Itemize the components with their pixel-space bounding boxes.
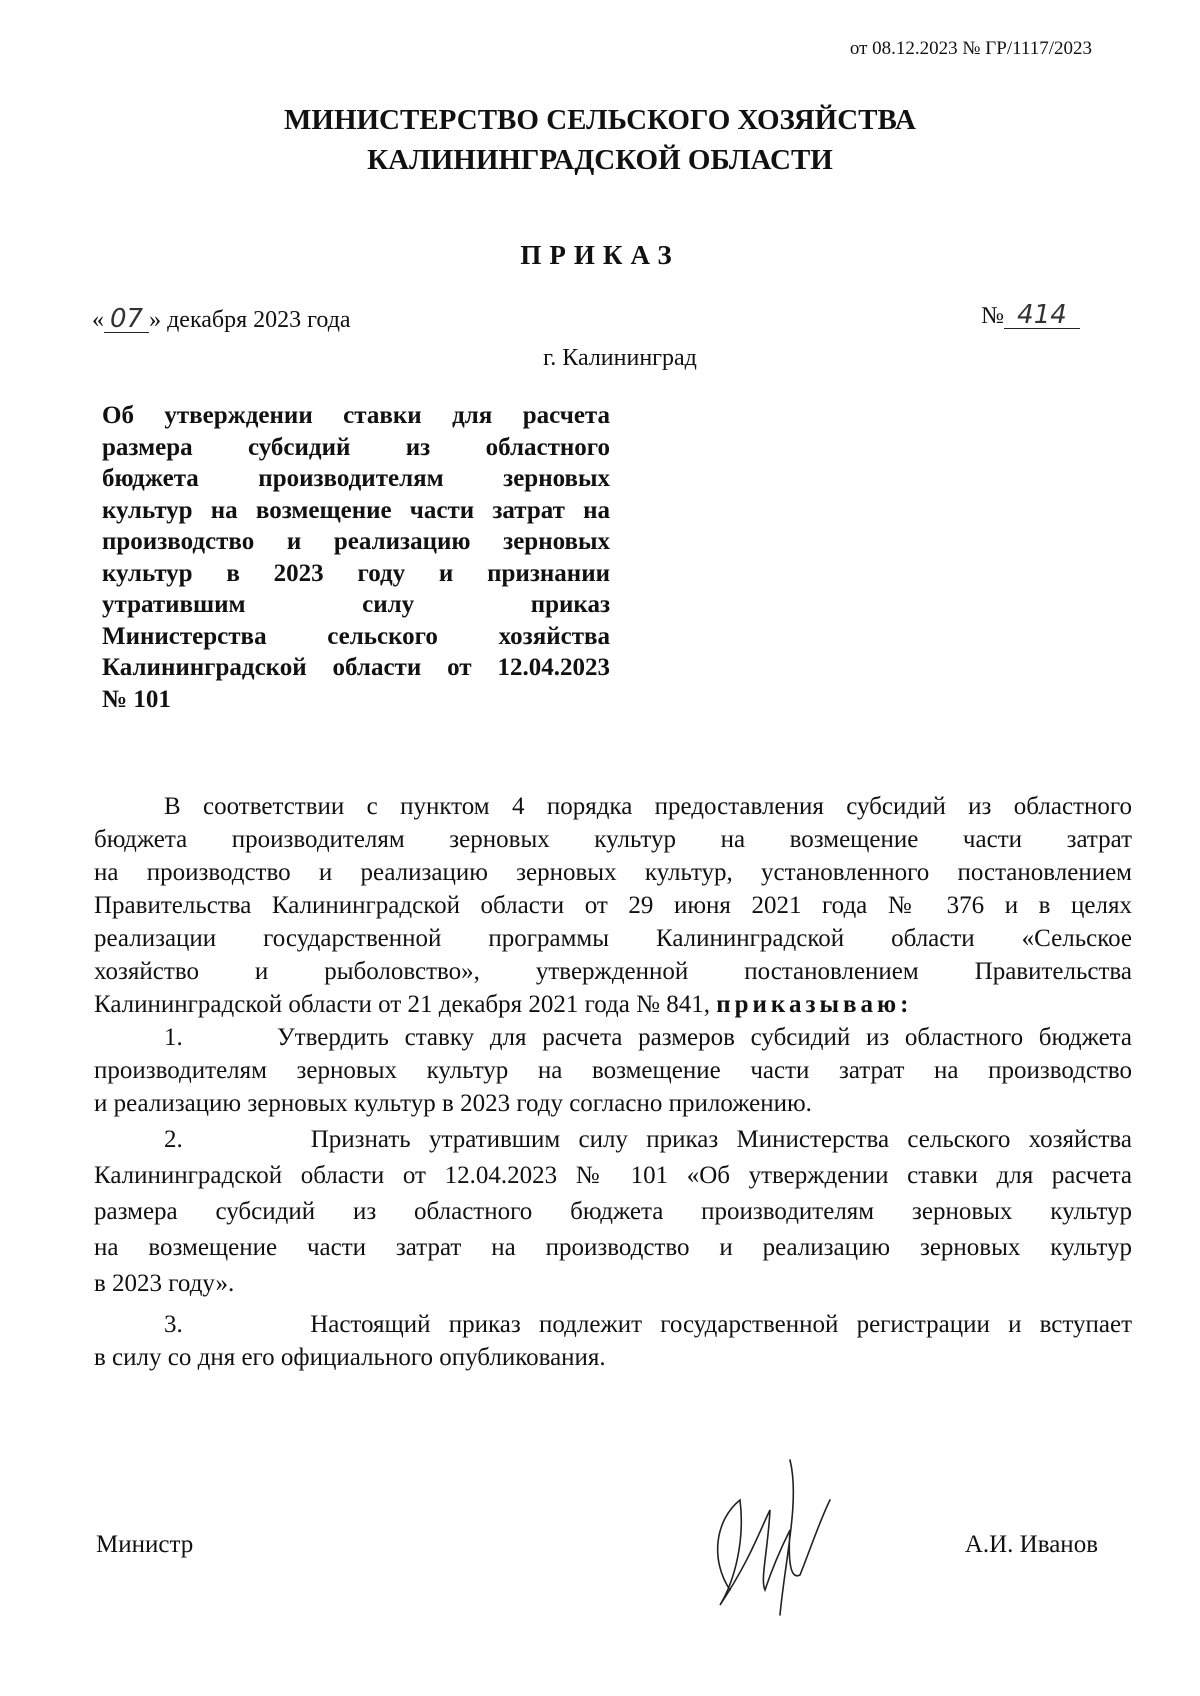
registration-stamp: от 08.12.2023 № ГР/1117/2023 xyxy=(849,38,1092,59)
ministry-header xyxy=(0,100,1200,180)
item-3-first-line xyxy=(94,1308,1132,1341)
order-number-label: № xyxy=(981,303,1004,329)
orders-word: приказываю: xyxy=(716,991,913,1018)
item-text: Утвердить ставку для расчета размеров субсидий из областного бюджета xyxy=(276,1024,1133,1051)
subject-line: Об утверждении ставки для расчета xyxy=(102,402,610,429)
subject-line: № 101 xyxy=(102,685,171,713)
date-month-year: » декабря 2023 года xyxy=(149,307,351,333)
order-number-handwritten: 414 xyxy=(1004,302,1080,329)
item-number: 3. xyxy=(164,1311,183,1338)
item-2-first-line xyxy=(94,1123,1132,1156)
subject-line: размера субсидий из областного xyxy=(102,433,610,461)
item-number: 1. xyxy=(164,1024,183,1051)
item-number: 2. xyxy=(164,1126,183,1153)
preamble-line: хозяйство и рыболовство», утвержденной постановлением Правительства xyxy=(94,958,1132,985)
order-subject xyxy=(102,400,610,715)
preamble-line: Правительства Калининградской области от 29 июня 2021 года № 376 и в целях xyxy=(94,892,1132,919)
city: г. Калининград xyxy=(543,345,697,371)
signer-name: А.И. Иванов xyxy=(964,1531,1098,1558)
item-2-line: размера субсидий из областного бюджета производителям зерновых культур xyxy=(94,1198,1132,1225)
item-2-line: на возмещение части затрат на производство и реализацию зерновых культур xyxy=(94,1234,1132,1261)
subject-line: бюджета производителям зерновых xyxy=(102,465,610,492)
document-type: ПРИКАЗ xyxy=(520,240,680,270)
order-date xyxy=(92,306,351,334)
subject-line: утратившим силу приказ xyxy=(102,591,610,618)
item-2-line: Калининградской области от 12.04.2023 № 101 «Об утверждении ставки для расчета xyxy=(94,1162,1132,1189)
ministry-name-line1: МИНИСТЕРСТВО СЕЛЬСКОГО ХОЗЯЙСТВА xyxy=(284,104,916,136)
date-open-quote: « xyxy=(92,307,104,333)
item-3-last-line: в силу со дня его официального опубликования. xyxy=(94,1344,606,1371)
ministry-name-line2: КАЛИНИНГРАДСКОЙ ОБЛАСТИ xyxy=(367,144,833,176)
preamble-line: на производство и реализацию зерновых культур, установленного постановлением xyxy=(94,859,1132,886)
signer-position: Министр xyxy=(96,1531,194,1558)
subject-line: производство и реализацию зерновых xyxy=(102,528,610,555)
subject-line: Калининградской области от 12.04.2023 xyxy=(102,654,610,681)
preamble-line: бюджета производителям зерновых культур на возмещение части затрат xyxy=(94,826,1132,853)
preamble-line: реализации государственной программы Калининградской области «Сельское xyxy=(94,925,1132,952)
order-body xyxy=(94,790,1132,1374)
date-day-handwritten: 07 xyxy=(104,306,149,333)
subject-line: Министерства сельского хозяйства xyxy=(102,622,610,650)
item-1-line: производителям зерновых культур на возмещение части затрат на производство xyxy=(94,1057,1132,1084)
order-number xyxy=(981,302,1080,330)
item-text: Настоящий приказ подлежит государственной регистрации и вступает xyxy=(310,1311,1132,1338)
item-1-last-line: и реализацию зерновых культур в 2023 году согласно приложению. xyxy=(94,1090,812,1117)
item-text: Признать утратившим силу приказ Министерства сельского хозяйства xyxy=(310,1126,1132,1153)
item-2-last-line: в 2023 году». xyxy=(94,1270,235,1297)
item-1-first-line xyxy=(94,1021,1132,1054)
handwritten-signature xyxy=(690,1440,850,1620)
preamble-line: В соответствии с пунктом 4 порядка предоставления субсидий из областного xyxy=(164,793,1132,820)
preamble-last-text: Калининградской области от 21 декабря 2021 года № 841, xyxy=(94,991,710,1018)
subject-line: культур на возмещение части затрат на xyxy=(102,496,610,524)
preamble-line xyxy=(94,988,1132,1021)
subject-line: культур в 2023 году и признании xyxy=(102,559,610,587)
